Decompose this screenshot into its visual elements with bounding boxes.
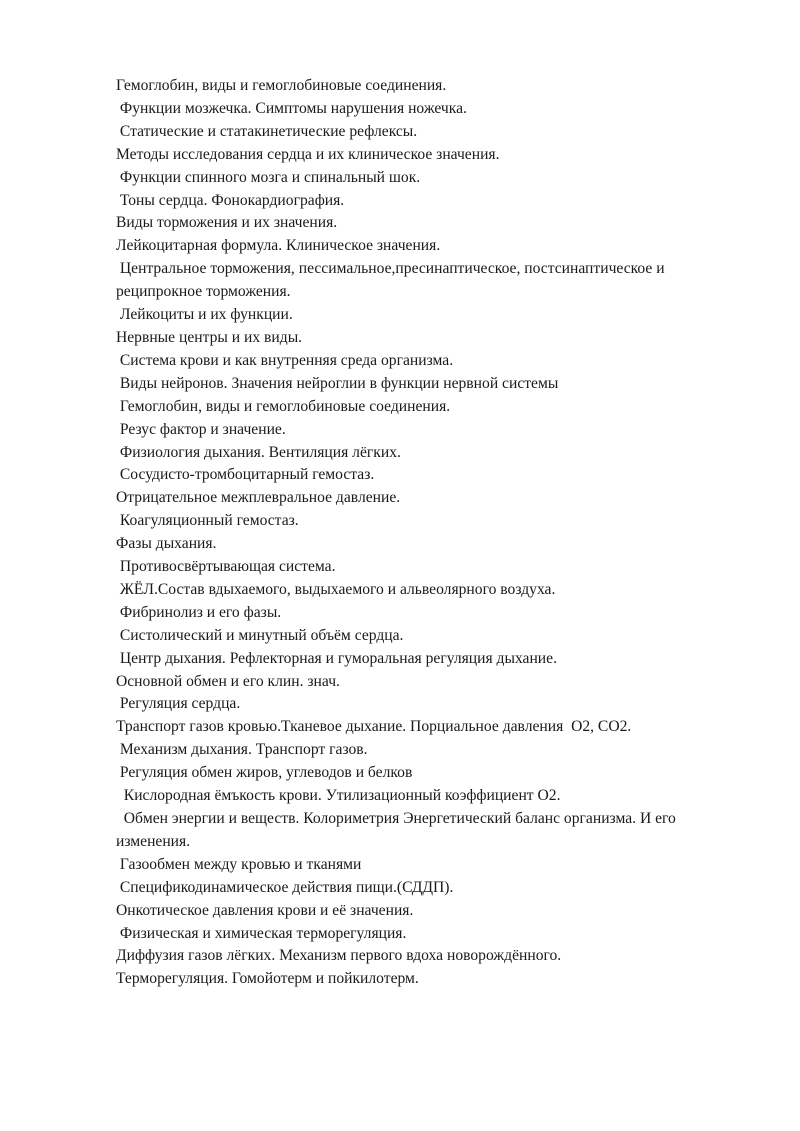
text-line: Противосвёртывающая система. <box>116 558 336 576</box>
text-line: Виды торможения и их значения. <box>116 214 338 232</box>
text-line: Физическая и химическая терморегуляция. <box>116 924 407 942</box>
text-line: Лейкоцитарная формула. Клиническое значения. <box>116 237 441 255</box>
text-line: Спецификодинамическое действия пищи.(СДДП). <box>116 878 454 896</box>
text-line: Центр дыхания. Рефлекторная и гуморальная регуляция дыхание. <box>116 649 557 667</box>
text-line: Центральное торможения, пессимальное,пресинаптическое, постсинаптическое и <box>116 260 665 278</box>
text-line: Газообмен между кровью и тканями <box>116 855 362 873</box>
text-line: Физиология дыхания. Вентиляция лёгких. <box>116 443 401 461</box>
text-line: Кислородная ёмъкость крови. Утилизационный коэффициент О2. <box>116 787 561 805</box>
text-line: Механизм дыхания. Транспорт газов. <box>116 741 368 759</box>
text-line: Терморегуляция. Гомойотерм и пойкилотерм. <box>116 970 419 988</box>
text-line: Функции спинного мозга и спинальный шок. <box>116 168 421 186</box>
text-line: Резус фактор и значение. <box>116 420 286 438</box>
text-line: Виды нейронов. Значения нейроглии в функции нервной системы <box>116 374 559 392</box>
text-line: Нервные центры и их виды. <box>116 328 303 346</box>
text-line: Гемоглобин, виды и гемоглобиновые соединения. <box>116 397 451 415</box>
text-line: Статические и статакинетические рефлексы. <box>116 122 418 140</box>
text-line: реципрокное торможения. <box>116 283 291 301</box>
text-line: Лейкоциты и их функции. <box>116 306 293 324</box>
text-line: Тоны сердца. Фонокардиография. <box>116 191 345 209</box>
text-line: Коагуляционный гемостаз. <box>116 512 299 530</box>
text-line: Регуляция сердца. <box>116 695 241 713</box>
text-line: Систолический и минутный объём сердца. <box>116 626 404 644</box>
text-line: ЖЁЛ.Состав вдыхаемого, выдыхаемого и альвеолярного воздуха. <box>116 580 556 598</box>
text-line: Методы исследования сердца и их клиническое значения. <box>116 145 500 163</box>
text-line: Регуляция обмен жиров, углеводов и белков <box>116 764 413 782</box>
text-line: Обмен энергии и веществ. Колориметрия Энергетический баланс организма. И его <box>116 810 676 827</box>
text-line: Онкотическое давления крови и её значения. <box>116 901 414 919</box>
text-line: Диффузия газов лёгких. Механизм первого вдоха новорождённого. <box>116 947 562 965</box>
text-line: Основной обмен и его клин. знач. <box>116 672 340 690</box>
text-line: Отрицательное межплевральное давление. <box>116 489 401 507</box>
text-line: изменения. <box>116 832 191 850</box>
text-line: Фазы дыхания. <box>116 535 217 553</box>
text-line: Гемоглобин, виды и гемоглобиновые соединения. <box>116 77 447 94</box>
text-line: Транспорт газов кровью.Тканевое дыхание. Порциальное давления О2, СО2. <box>116 718 632 736</box>
question-list <box>116 75 756 991</box>
text-line: Система крови и как внутренняя среда организма. <box>116 351 454 369</box>
text-line: Фибринолиз и его фазы. <box>116 603 282 621</box>
text-line: Функции мозжечка. Симптомы нарушения ножечка. <box>116 99 467 117</box>
text-line: Сосудисто-тромбоцитарный гемостаз. <box>116 466 375 484</box>
